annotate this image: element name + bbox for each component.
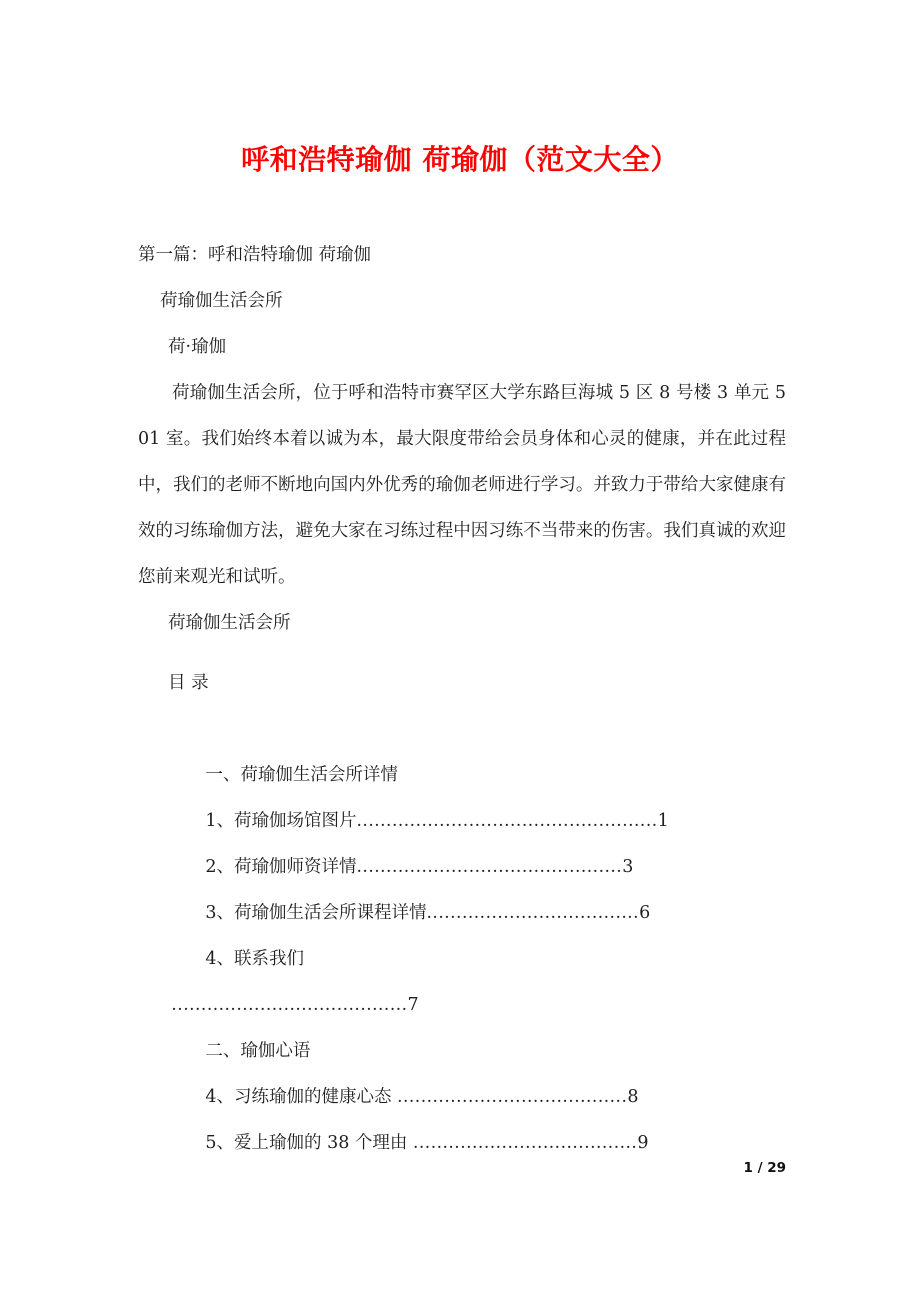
toc-entry-label: 1、荷瑜伽场馆图片	[205, 811, 357, 831]
toc-entry-label: 2、荷瑜伽师资详情	[205, 857, 357, 877]
studio-name-second: 荷瑜伽生活会所	[168, 613, 291, 633]
toc-page-number: 6	[639, 903, 651, 923]
section-label: 第一篇：呼和浩特瑜伽 荷瑜伽	[138, 245, 372, 265]
toc-entry-label: 4、联系我们	[205, 949, 305, 969]
toc-entry-label: 一、荷瑜伽生活会所详情	[205, 765, 398, 785]
toc-leader-dots: .......................................	[397, 1087, 628, 1107]
toc-page-number: 9	[637, 1133, 649, 1153]
toc-leader-dots: .............................................	[356, 857, 623, 877]
toc-page-number: 7	[407, 995, 419, 1015]
toc-page-number: 8	[627, 1087, 639, 1107]
toc-page-number: 3	[622, 857, 634, 877]
brand-mark: 荷·瑜伽	[168, 337, 227, 357]
toc-leader-dots: ........................................	[171, 995, 408, 1015]
toc-heading: 目 录	[168, 673, 209, 693]
toc-entry[interactable]	[138, 706, 786, 785]
table-of-contents	[138, 660, 786, 1153]
toc-entry-label: 二、瑜伽心语	[205, 1041, 311, 1061]
toc-leader-dots: ....................................	[426, 903, 640, 923]
page-footer: 1 / 29	[743, 1160, 786, 1176]
intro-paragraph: 荷瑜伽生活会所，位于呼和浩特市赛罕区大学东路巨海城 5 区 8 号楼 3 单元 501 室。我们始终本着以诚为本，最大限度带给会员身体和心灵的健康，并在此过程中，我们的老师不断地向国内外优秀的瑜伽老师进行学习。并致力于带给大家健康有效的习练瑜伽方法，避免大家在习练过程中因习练不当带来的伤害。我们真诚的欢迎您前来观光和试听。	[138, 383, 786, 587]
toc-page-number: 1	[657, 811, 669, 831]
document-body	[138, 232, 786, 646]
toc-entry-label: 3、荷瑜伽生活会所课程详情	[205, 903, 427, 923]
page-title: 呼和浩特瑜伽 荷瑜伽（范文大全）	[241, 143, 679, 176]
toc-entry-label: 4、习练瑜伽的健康心态	[205, 1087, 398, 1107]
studio-name-first: 荷瑜伽生活会所	[160, 291, 283, 311]
toc-leader-dots: ...................................................	[356, 811, 658, 831]
toc-leader-dots: ......................................	[412, 1133, 638, 1153]
toc-entry-label: 5、爱上瑜伽的 38 个理由	[205, 1133, 413, 1153]
